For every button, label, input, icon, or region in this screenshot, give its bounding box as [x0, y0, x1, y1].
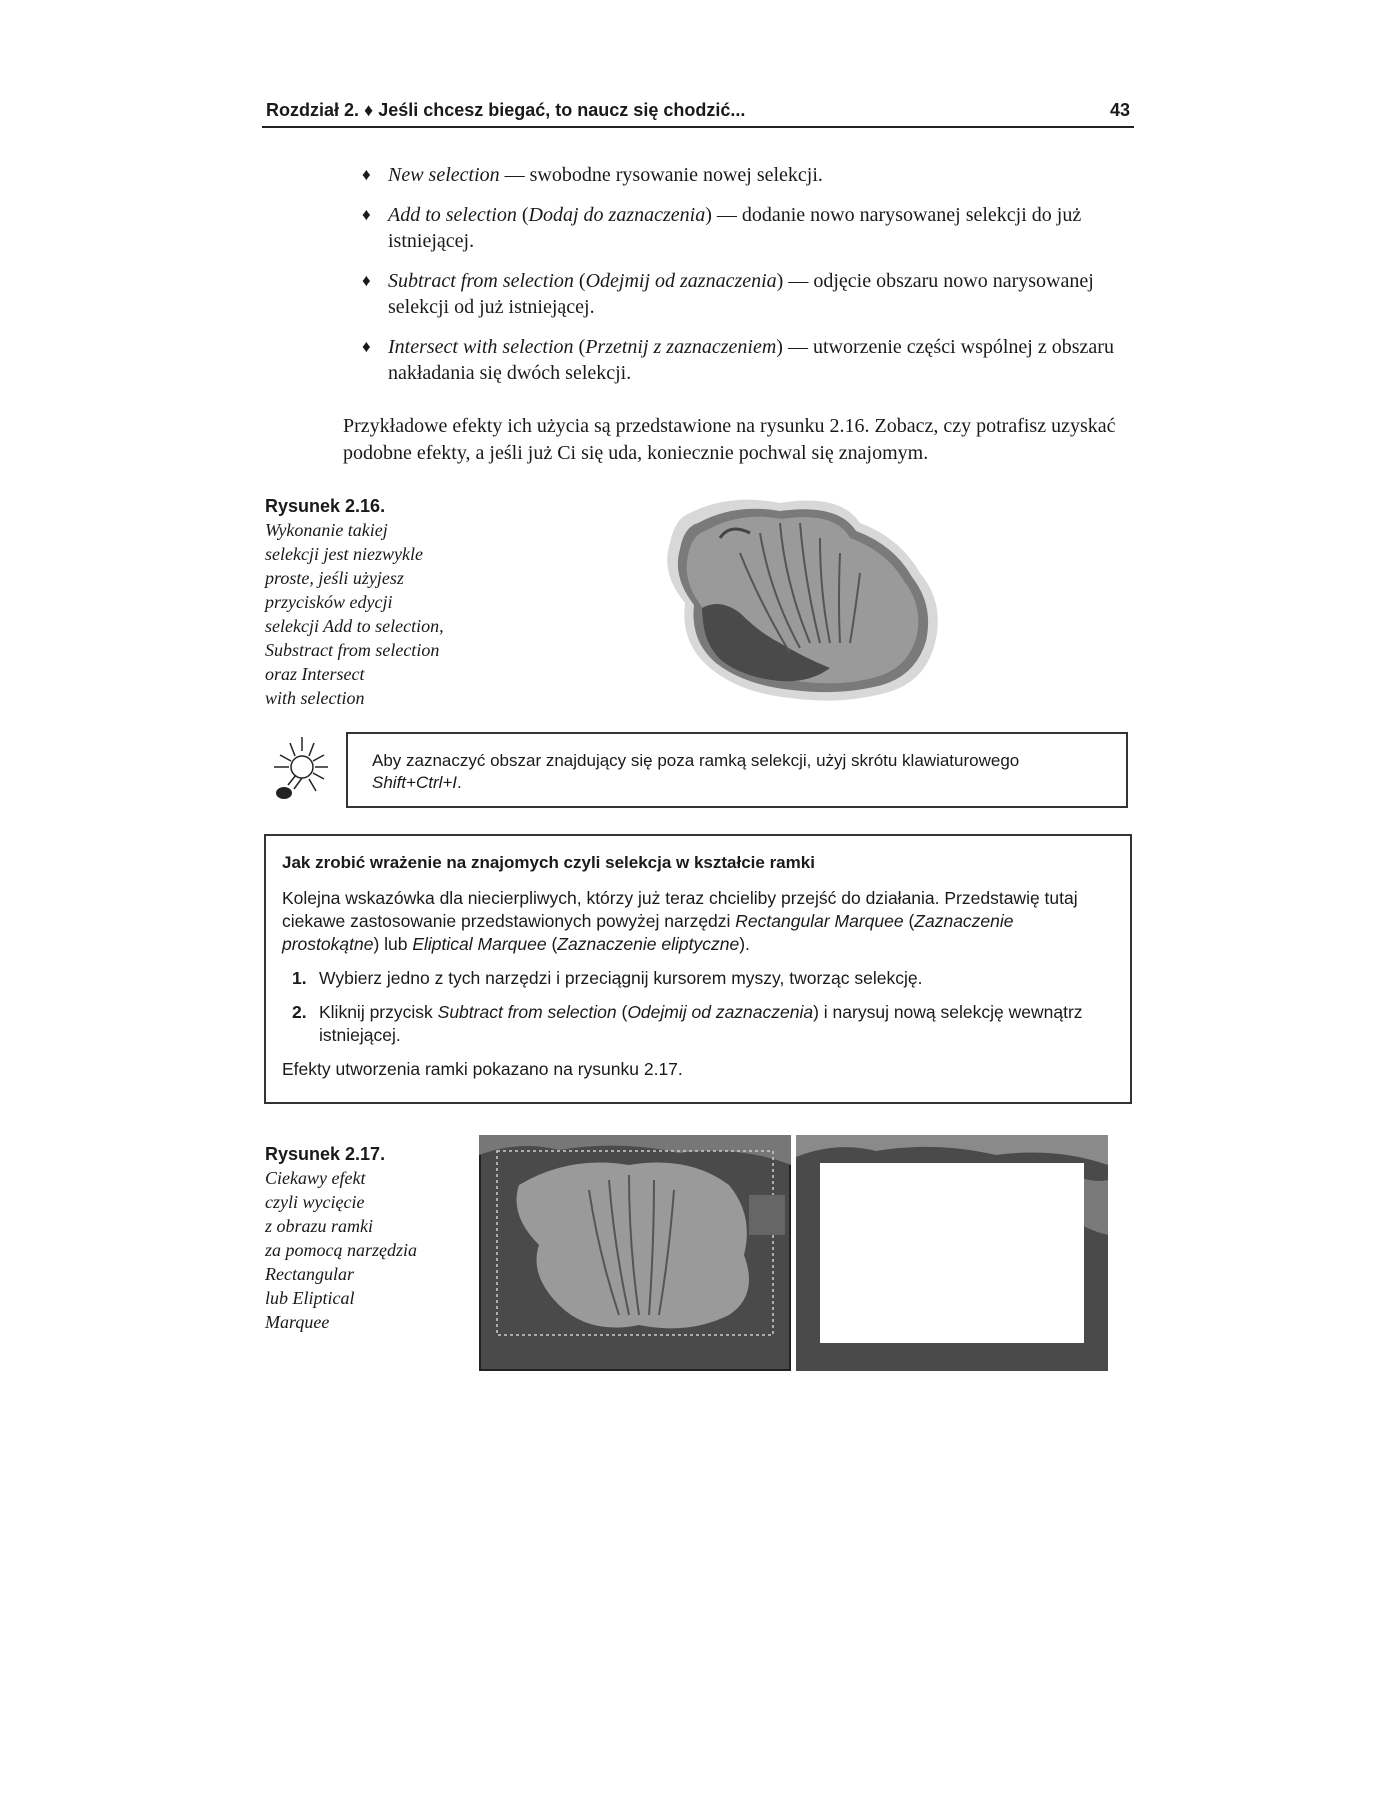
tip-text: Aby zaznaczyć obszar znajdujący się poza ramką selekcji, użyj skrótu klawiaturowego	[372, 751, 1020, 770]
tool-name-pl: Zaznaczenie eliptyczne	[557, 934, 740, 954]
frame-selection-sidebar	[264, 834, 1132, 1104]
step-term: Subtract from selection	[437, 1002, 617, 1022]
sidebar-steps	[282, 967, 1114, 1047]
description: — swobodne rysowanie nowej selekcji.	[499, 164, 823, 186]
caption-line: Wykonanie takiej	[265, 520, 388, 540]
step-text: Wybierz jedno z tych narzędzi i przeciągnij kursorem myszy, tworząc selekcję.	[319, 968, 923, 988]
term-translation: Dodaj do zaznaczenia	[528, 204, 706, 226]
running-header	[262, 98, 1134, 128]
caption-line: selekcji Add to selection,	[265, 616, 444, 636]
caption-line: Marquee	[265, 1312, 330, 1332]
step-item: 2. Kliknij przycisk Subtract from selection (Odejmij od zaznaczenia) i narysuj nową selekcję wewnątrz istniejącej.	[292, 1002, 1083, 1045]
body-paragraph: Przykładowe efekty ich użycia są przedstawione na rysunku 2.16. Zobacz, czy potrafisz uzyskać podobne efekty, a jeśli już Ci się uda, koniecznie pochwal się znajomym.	[343, 415, 1116, 464]
page-number: 43	[1109, 100, 1130, 120]
tip-box	[346, 732, 1128, 808]
tool-name-pl: Zaznaczenie prostokątne	[282, 911, 1014, 954]
selection-modes-list	[362, 162, 1122, 400]
caption-line: with selection	[265, 688, 365, 708]
caption-line: oraz Intersect	[265, 664, 365, 684]
description: — dodanie nowo narysowanej selekcji do już istniejącej.	[388, 204, 1082, 252]
chapter-title: Rozdział 2. ♦ Jeśli chcesz biegać, to naucz się chodzić...	[266, 100, 746, 120]
sidebar-intro: Kolejna wskazówka dla niecierpliwych, którzy już teraz chcieliby przejść do działania. Przedstawię tutaj ciekawe zastosowanie przedstawionych powyżej narzędzi Rectangular Marquee (Zaznaczenie prostokątne) lub Eliptical Marquee (Zaznaczenie eliptyczne).	[282, 888, 1078, 954]
list-item: ♦ Subtract from selection (Odejmij od zaznaczenia) — odjęcie obszaru nowo narysowanej selekcji od już istniejącej.	[362, 270, 1094, 318]
tool-name: Eliptical Marquee	[412, 934, 547, 954]
description: — utworzenie części wspólnej z obszaru nakładania się dwóch selekcji.	[388, 336, 1114, 384]
figure-2-17-caption	[265, 1142, 475, 1334]
term-translation: Przetnij z zaznaczeniem	[585, 336, 777, 358]
list-item: ♦ Add to selection (Dodaj do zaznaczenia) — dodanie nowo narysowanej selekcji do już istniejącej.	[362, 204, 1082, 252]
figure-label: Rysunek 2.16.	[265, 496, 386, 516]
caption-line: przycisków edycji	[265, 592, 393, 612]
caption-line: Substract from selection	[265, 640, 440, 660]
diamond-bullet-icon: ♦	[362, 205, 371, 224]
term: Add to selection	[388, 204, 517, 226]
lightbulb-tip-icon	[262, 733, 334, 805]
caption-line: Rectangular	[265, 1264, 354, 1284]
term: Subtract from selection	[388, 270, 574, 292]
step-text: i narysuj nową selekcję wewnątrz istniejącej.	[319, 1002, 1083, 1045]
figure-2-16-shell-selection-image	[660, 493, 955, 703]
figure-label: Rysunek 2.17.	[265, 1144, 386, 1164]
tip-end: .	[457, 773, 462, 792]
term: New selection	[388, 164, 500, 186]
term: Intersect with selection	[388, 336, 574, 358]
term-translation: Odejmij od zaznaczenia	[585, 270, 777, 292]
caption-line: z obrazu ramki	[265, 1216, 374, 1236]
caption-line: Ciekawy efekt	[265, 1168, 366, 1188]
figure-2-16-caption	[265, 494, 475, 710]
caption-line: czyli wycięcie	[265, 1192, 365, 1212]
step-number: 1.	[292, 968, 307, 988]
list-item: ♦ Intersect with selection (Przetnij z zaznaczeniem) — utworzenie części wspólnej z obszaru nakładania się dwóch selekcji.	[362, 336, 1114, 384]
step-item	[282, 967, 1114, 990]
step-text: Kliknij przycisk	[319, 1002, 438, 1022]
step-number: 2.	[292, 1002, 307, 1022]
tool-name: Rectangular Marquee	[735, 911, 904, 931]
sidebar-footer: Efekty utworzenia ramki pokazano na rysunku 2.17.	[282, 1059, 683, 1079]
caption-line: lub Eliptical	[265, 1288, 355, 1308]
figure-2-17-frame-result-image	[796, 1135, 1108, 1371]
list-item	[362, 162, 1122, 188]
sidebar-title: Jak zrobić wrażenie na znajomych czyli selekcja w kształcie ramki	[282, 853, 815, 872]
keyboard-shortcut: Shift+Ctrl+I	[372, 773, 458, 792]
diamond-bullet-icon: ♦	[362, 337, 371, 356]
diamond-bullet-icon: ♦	[362, 271, 371, 290]
caption-line: proste, jeśli użyjesz	[265, 568, 404, 588]
intro-text: Kolejna wskazówka dla niecierpliwych, którzy już teraz chcieliby przejść do działania. Przedstawię tutaj ciekawe zastosowanie przedstawionych powyżej narzędzi	[282, 888, 1078, 931]
connector-text: lub	[379, 934, 413, 954]
diamond-bullet-icon: ♦	[362, 165, 371, 184]
figure-caption-text	[265, 518, 475, 710]
caption-line: selekcji jest niezwykle	[265, 544, 423, 564]
figure-2-17-selection-image	[479, 1135, 791, 1371]
caption-line: za pomocą narzędzia	[265, 1240, 417, 1260]
step-term-pl: Odejmij od zaznaczenia	[627, 1002, 814, 1022]
description: — odjęcie obszaru nowo narysowanej selekcji od już istniejącej.	[388, 270, 1094, 318]
figure-caption-text	[265, 1166, 475, 1334]
